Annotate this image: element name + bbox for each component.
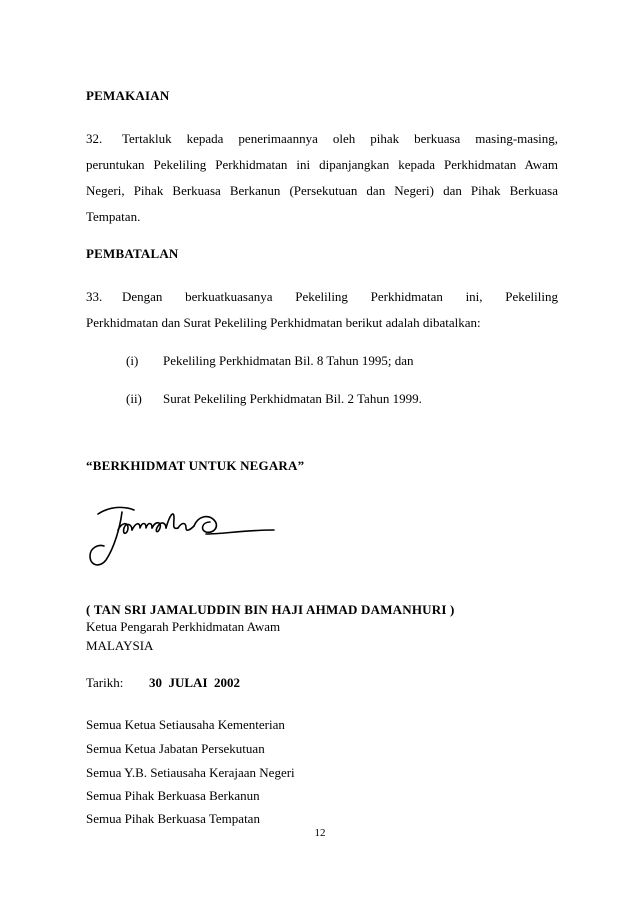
distribution-item: Semua Y.B. Setiausaha Kerajaan Negeri (86, 765, 295, 780)
paragraph-32-line-4: Tempatan. (86, 209, 141, 224)
paragraph-33 (86, 284, 558, 336)
signature-image (84, 500, 284, 576)
list-marker: (ii) (126, 391, 142, 406)
paragraph-32-line-1: 32. Tertakluk kepada penerimaannya oleh pihak berkuasa masing-masing, (86, 126, 558, 152)
date-label: Tarikh: (86, 675, 124, 690)
distribution-item: Semua Ketua Setiausaha Kementerian (86, 717, 285, 732)
paragraph-number: 33. (86, 289, 103, 304)
distribution-item: Semua Pihak Berkuasa Tempatan (86, 811, 260, 826)
paragraph-number: 32. (86, 131, 103, 146)
list-item (126, 391, 546, 409)
distribution-item: Semua Pihak Berkuasa Berkanun (86, 788, 260, 803)
paragraph-32-line-3: Negeri, Pihak Berkuasa Berkanun (Persekutuan dan Negeri) dan Pihak Berkuasa (86, 183, 558, 198)
motto: “BERKHIDMAT UNTUK NEGARA” (86, 458, 305, 473)
signatory-name: ( TAN SRI JAMALUDDIN BIN HAJI AHMAD DAMANHURI ) (86, 602, 455, 617)
date-value: 30 JULAI 2002 (149, 675, 241, 690)
page-number: 12 (314, 827, 326, 839)
list-item (126, 353, 546, 371)
paragraph-33-line-2: Perkhidmatan dan Surat Pekeliling Perkhidmatan berikut adalah dibatalkan: (86, 315, 481, 330)
list-item-text: Surat Pekeliling Perkhidmatan Bil. 2 Tahun 1999. (163, 391, 422, 406)
section-heading-pembatalan: PEMBATALAN (86, 246, 179, 261)
paragraph-32 (86, 126, 558, 230)
paragraph-33-line-1: 33. Dengan berkuatkuasanya Pekeliling Perkhidmatan ini, Pekeliling (86, 284, 558, 310)
signatory-title: Ketua Pengarah Perkhidmatan Awam (86, 619, 281, 634)
distribution-item: Semua Ketua Jabatan Persekutuan (86, 741, 265, 756)
signatory-country: MALAYSIA (86, 638, 154, 653)
paragraph-32-line-2: peruntukan Pekeliling Perkhidmatan ini dipanjangkan kepada Perkhidmatan Awam (86, 157, 558, 172)
list-marker: (i) (126, 353, 139, 368)
list-item-text: Pekeliling Perkhidmatan Bil. 8 Tahun 1995; dan (163, 353, 414, 368)
section-heading-pemakaian: PEMAKAIAN (86, 88, 170, 103)
